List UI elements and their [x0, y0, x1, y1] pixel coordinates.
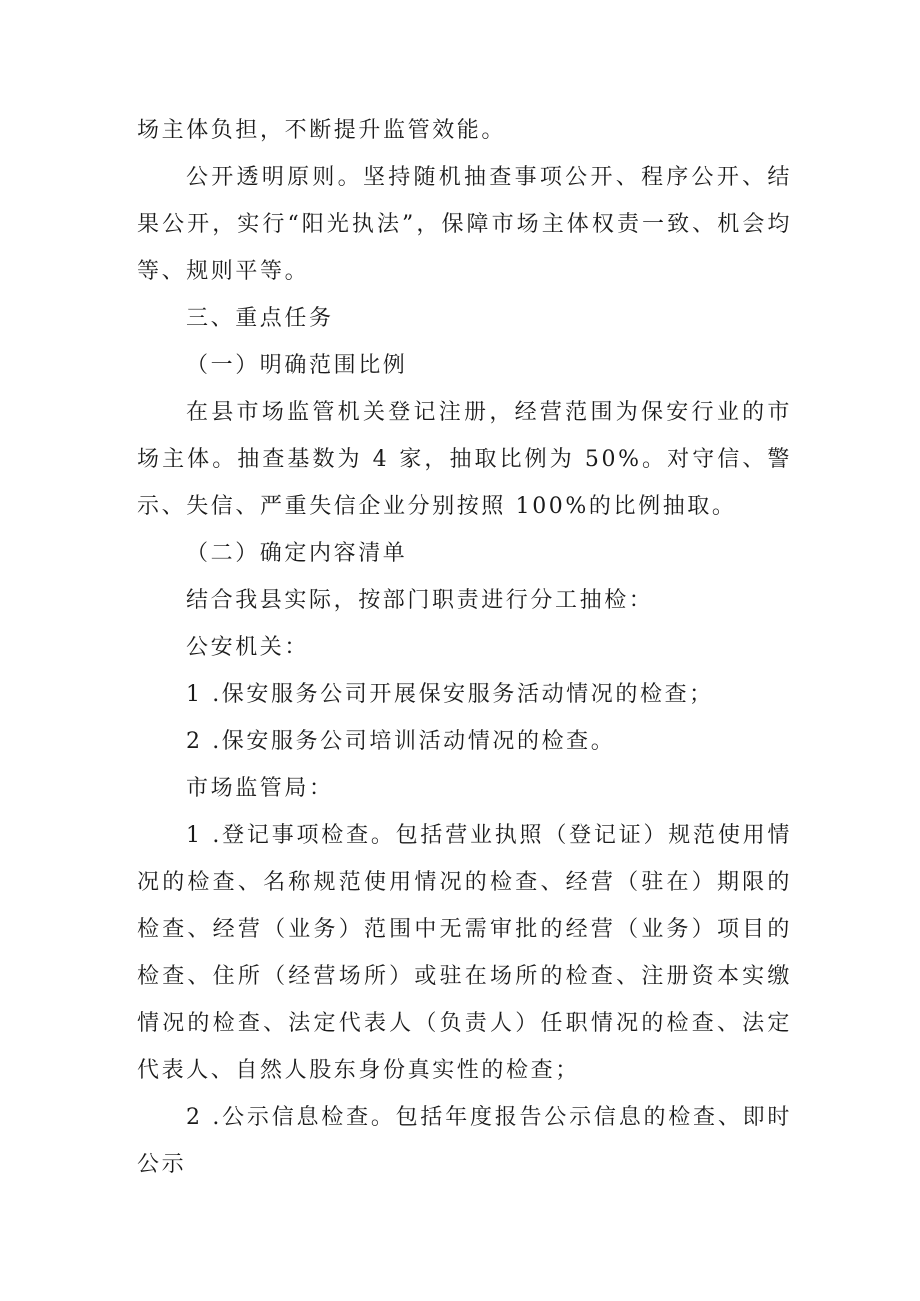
paragraph-division-of-work: 结合我县实际，按部门职责进行分工抽检： [186, 588, 654, 613]
list-item-security-service-activity: 1 .保安服务公司开展保安服务活动情况的检查； [186, 682, 714, 707]
paragraph-scope-ratio: 在县市场监管机关登记注册，经营范围为保安行业的市场主体。抽查基数为 4 家，抽取比例为 50%。对守信、警示、失信、严重失信企业分别按照 100%的比例抽取。 [137, 400, 792, 519]
paragraph-transparency-principle: 公开透明原则。坚持随机抽查事项公开、程序公开、结果公开，实行“阳光执法”，保障市场主体权责一致、机会均等、规则平等。 [137, 165, 792, 284]
document-body [137, 107, 792, 1188]
section-heading-key-tasks: 三、重点任务 [186, 306, 334, 331]
list-item-disclosure-check: 2 .公示信息检查。包括年度报告公示信息的检查、即时公示 [137, 1105, 792, 1177]
list-item-registration-check: 1 .登记事项检查。包括营业执照（登记证）规范使用情况的检查、名称规范使用情况的检查、经营（驻在）期限的检查、经营（业务）范围中无需审批的经营（业务）项目的检查、住所（经营场所）或驻在场所的检查、注册资本实缴情况的检查、法定代表人（负责人）任职情况的检查、法定代表人、自然人股东身份真实性的检查； [137, 823, 792, 1083]
list-item-security-training: 2 .保安服务公司培训活动情况的检查。 [186, 729, 616, 754]
subsection-heading-scope-ratio: （一）明确范围比例 [186, 353, 408, 378]
paragraph-continuation: 场主体负担，不断提升监管效能。 [137, 118, 507, 143]
subsection-heading-content-list: （二）确定内容清单 [186, 541, 408, 566]
label-market-supervision: 市场监管局： [186, 776, 334, 801]
label-public-security: 公安机关： [186, 635, 310, 660]
